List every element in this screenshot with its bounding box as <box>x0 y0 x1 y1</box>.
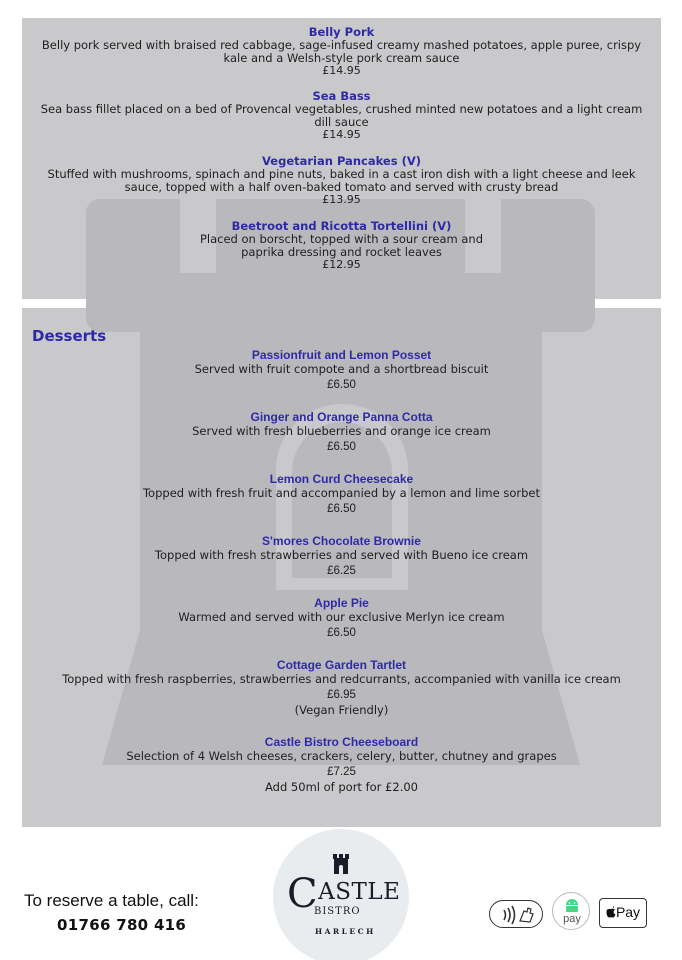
item-price: £6.50 <box>327 503 356 515</box>
item-name: Vegetarian Pancakes (V) <box>262 154 421 168</box>
phone-number[interactable]: 01766 780 416 <box>57 916 187 934</box>
item-description: Selection of 4 Welsh cheeses, crackers, celery, butter, chutney and grapes <box>126 749 557 763</box>
menu-item <box>22 26 661 77</box>
item-name: Ginger and Orange Panna Cotta <box>250 410 433 424</box>
item-name: Cottage Garden Tartlet <box>276 658 407 672</box>
item-name: Lemon Curd Cheesecake <box>269 472 414 486</box>
item-description: Topped with fresh raspberries, strawberries and redcurrants, accompanied with vanilla ice cream <box>62 672 621 686</box>
apple-pay-text: Pay <box>615 904 641 920</box>
item-price: £6.50 <box>327 627 356 639</box>
menu-item <box>22 348 661 393</box>
item-name: Sea Bass <box>312 89 371 103</box>
item-name: Beetroot and Ricotta Tortellini (V) <box>231 219 452 233</box>
android-pay-label: pay <box>563 913 581 925</box>
menu-item <box>22 155 661 206</box>
item-price: £6.50 <box>327 441 356 453</box>
item-description: Served with fruit compote and a shortbread biscuit <box>194 362 489 376</box>
item-description: Placed on borscht, topped with a sour cream and paprika dressing and rocket leaves <box>199 232 484 259</box>
menu-item <box>22 596 661 641</box>
apple-pay-icon <box>599 898 647 928</box>
item-price: £14.95 <box>322 128 361 141</box>
logo-initial: C <box>287 871 319 917</box>
logo-location: HARLECH <box>315 927 376 936</box>
item-name: Passionfruit and Lemon Posset <box>251 348 432 362</box>
item-note: (Vegan Friendly) <box>294 703 389 717</box>
item-description: Warmed and served with our exclusive Merlyn ice cream <box>178 610 505 624</box>
castle-tower-icon <box>333 854 349 874</box>
android-icon <box>564 898 580 912</box>
reserve-text: To reserve a table, call: <box>24 891 199 910</box>
item-note: Add 50ml of port for £2.00 <box>265 780 418 794</box>
item-name: Castle Bistro Cheeseboard <box>264 735 419 749</box>
menu-item <box>22 410 661 455</box>
logo-subtitle: BISTRO <box>314 906 361 917</box>
item-price: £7.25 <box>327 766 356 778</box>
item-description: Served with fresh blueberries and orange ice cream <box>192 424 491 438</box>
menu-item <box>22 534 661 579</box>
logo-wordmark-rest: ASTLE <box>318 879 401 905</box>
item-description: Belly pork served with braised red cabbage, sage-infused creamy mashed potatoes, apple puree, crispy kale and a Welsh-style pork cream sauce <box>41 38 642 65</box>
menu-item <box>22 735 661 795</box>
item-name: Apple Pie <box>314 596 369 610</box>
menu-item <box>22 658 661 718</box>
item-price: £12.95 <box>322 258 361 271</box>
item-price: £13.95 <box>322 193 361 206</box>
item-price: £6.25 <box>327 565 356 577</box>
contactless-icon <box>489 900 543 928</box>
item-name: Belly Pork <box>308 25 375 39</box>
desserts-heading: Desserts <box>32 327 107 345</box>
item-description: Sea bass fillet placed on a bed of Provencal vegetables, crushed minted new potatoes and a light cream dill sauce <box>40 102 643 129</box>
item-description: Topped with fresh fruit and accompanied by a lemon and lime sorbet <box>142 486 540 500</box>
item-name: S'mores Chocolate Brownie <box>262 534 421 548</box>
item-price: £6.95 <box>327 689 356 701</box>
apple-icon <box>606 906 616 918</box>
android-pay-icon <box>552 892 590 930</box>
item-description: Topped with fresh strawberries and served with Bueno ice cream <box>154 548 529 562</box>
item-description: Stuffed with mushrooms, spinach and pine nuts, baked in a cast iron dish with a light cheese and leek sauce, topped with a half oven-baked tomato and served with crusty bread <box>47 167 636 194</box>
menu-item <box>22 90 661 141</box>
menu-item <box>22 220 661 271</box>
menu-item <box>22 472 661 517</box>
item-price: £14.95 <box>322 64 361 77</box>
item-price: £6.50 <box>327 379 356 391</box>
